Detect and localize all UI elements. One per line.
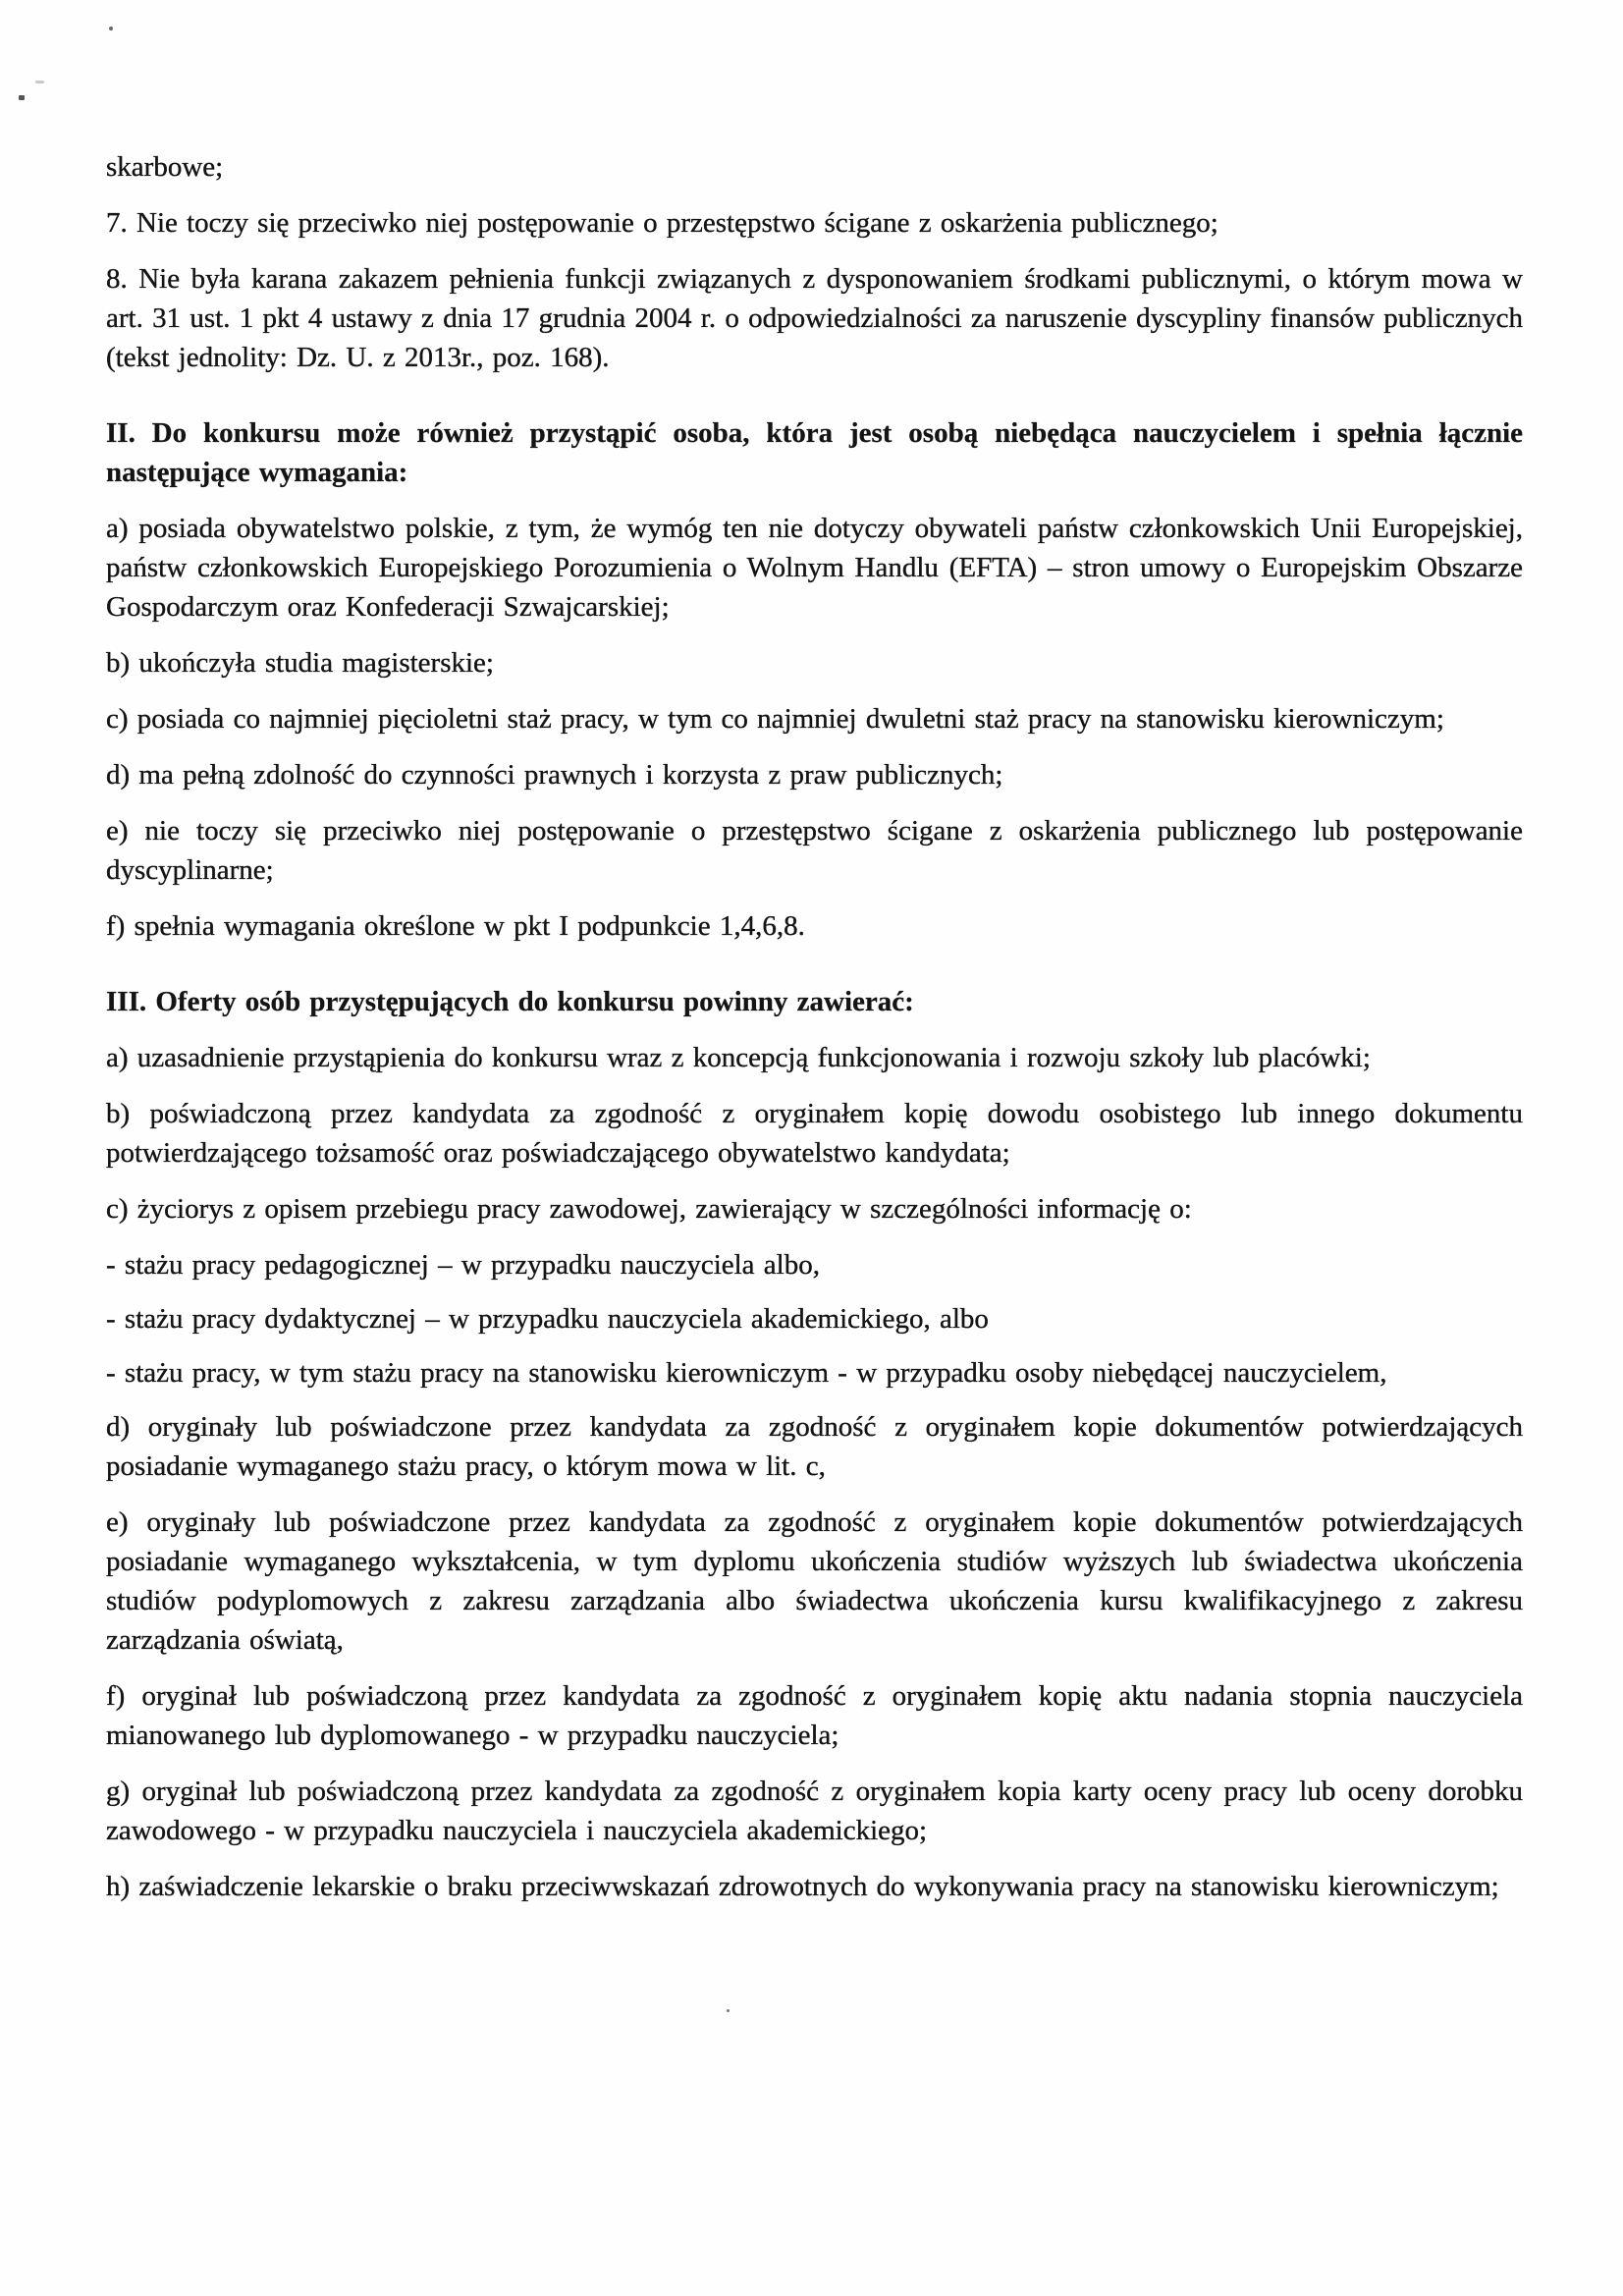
scan-artifact-mark bbox=[19, 95, 25, 100]
section-iii-item-a: a) uzasadnienie przystąpienia do konkursu wraz z koncepcją funkcjonowania i rozwoju szkoły lub placówki; bbox=[106, 1042, 1371, 1073]
section-ii-heading: II. Do konkursu może również przystąpić osoba, która jest osobą niebędąca nauczycielem i spełnia łącznie następujące wymagania: bbox=[106, 417, 1523, 488]
scan-artifact-dot bbox=[109, 27, 113, 30]
section-iii-item-f: f) oryginał lub poświadczoną przez kandydata za zgodność z oryginałem kopię aktu nadania stopnia nauczyciela mianowanego lub dyplomowanego - w przypadku nauczyciela; bbox=[106, 1680, 1523, 1751]
section-ii-item-c: c) posiada co najmniej pięcioletni staż pracy, w tym co najmniej dwuletni staż pracy na stanowisku kierowniczym; bbox=[106, 703, 1444, 735]
section-iii-item-g: g) oryginał lub poświadczoną przez kandydata za zgodność z oryginałem kopia karty oceny pracy lub oceny dorobku zawodowego - w przypadku nauczyciela i nauczyciela akademickiego; bbox=[106, 1776, 1523, 1846]
section-iii-item-c: c) życiorys z opisem przebiegu pracy zawodowej, zawierający w szczególności informację o: bbox=[106, 1193, 1192, 1225]
section-iii-item-e: e) oryginały lub poświadczone przez kandydata za zgodność z oryginałem kopie dokumentów potwierdzających posiadanie wymaganego wykształcenia, w tym dyplomu ukończenia studiów wyższych lub świadectwa ukończenia studiów podyplomowych z zakresu zarządzania albo świadectwa ukończenia kursu kwalifikacyjnego z zakresu zarządzania oświatą, bbox=[106, 1506, 1523, 1656]
section-ii-item-b: b) ukończyła studia magisterskie; bbox=[106, 647, 494, 679]
intro-item-8: 8. Nie była karana zakazem pełnienia funkcji związanych z dysponowaniem środkami publicznymi, o którym mowa w art. 31 ust. 1 pkt 4 ustawy z dnia 17 grudnia 2004 r. o odpowiedzialności za naruszenie dyscypliny finansów publicznych (tekst jednolity: Dz. U. z 2013r., poz. 168). bbox=[106, 263, 1523, 373]
continuation-line: skarbowe; bbox=[106, 151, 224, 183]
section-iii-item-c-dash-2: - stażu pracy dydaktycznej – w przypadku nauczyciela akademickiego, albo bbox=[106, 1303, 989, 1335]
section-ii-item-f: f) spełnia wymagania określone w pkt I podpunkcie 1,4,6,8. bbox=[106, 910, 805, 942]
section-ii-item-d: d) ma pełną zdolność do czynności prawnych i korzysta z praw publicznych; bbox=[106, 759, 1003, 791]
section-iii-item-b: b) poświadczoną przez kandydata za zgodność z oryginałem kopię dowodu osobistego lub innego dokumentu potwierdzającego tożsamość oraz poświadczającego obywatelstwo kandydata; bbox=[106, 1098, 1523, 1169]
document-text-block bbox=[106, 147, 1523, 1923]
scan-artifact-smudge bbox=[35, 81, 44, 83]
section-iii-item-c-dash-3: - stażu pracy, w tym stażu pracy na stanowisku kierowniczym - w przypadku osoby niebędącej nauczycielem, bbox=[106, 1357, 1387, 1389]
section-ii-item-a: a) posiada obywatelstwo polskie, z tym, że wymóg ten nie dotyczy obywateli państw członkowskich Unii Europejskiej, państw członkowskich Europejskiego Porozumienia o Wolnym Handlu (EFTA) – stron umowy o Europejskim Obszarze Gospodarczym oraz Konfederacji Szwajcarskiej; bbox=[106, 513, 1523, 623]
section-iii-item-d: d) oryginały lub poświadczone przez kandydata za zgodność z oryginałem kopie dokumentów potwierdzających posiadanie wymaganego stażu pracy, o którym mowa w lit. c, bbox=[106, 1411, 1523, 1482]
section-ii-item-e: e) nie toczy się przeciwko niej postępowanie o przestępstwo ścigane z oskarżenia publicznego lub postępowanie dyscyplinarne; bbox=[106, 815, 1523, 886]
scan-artifact-dot bbox=[727, 2009, 730, 2012]
section-iii-item-h: h) zaświadczenie lekarskie o braku przeciwwskazań zdrowotnych do wykonywania pracy na stanowisku kierowniczym; bbox=[106, 1871, 1499, 1902]
section-iii-heading: III. Oferty osób przystępujących do konkursu powinny zawierać: bbox=[106, 986, 914, 1017]
section-iii-item-c-dash-1: - stażu pracy pedagogicznej – w przypadku nauczyciela albo, bbox=[106, 1249, 820, 1281]
intro-item-7: 7. Nie toczy się przeciwko niej postępowanie o przestępstwo ścigane z oskarżenia publicznego; bbox=[106, 207, 1218, 239]
